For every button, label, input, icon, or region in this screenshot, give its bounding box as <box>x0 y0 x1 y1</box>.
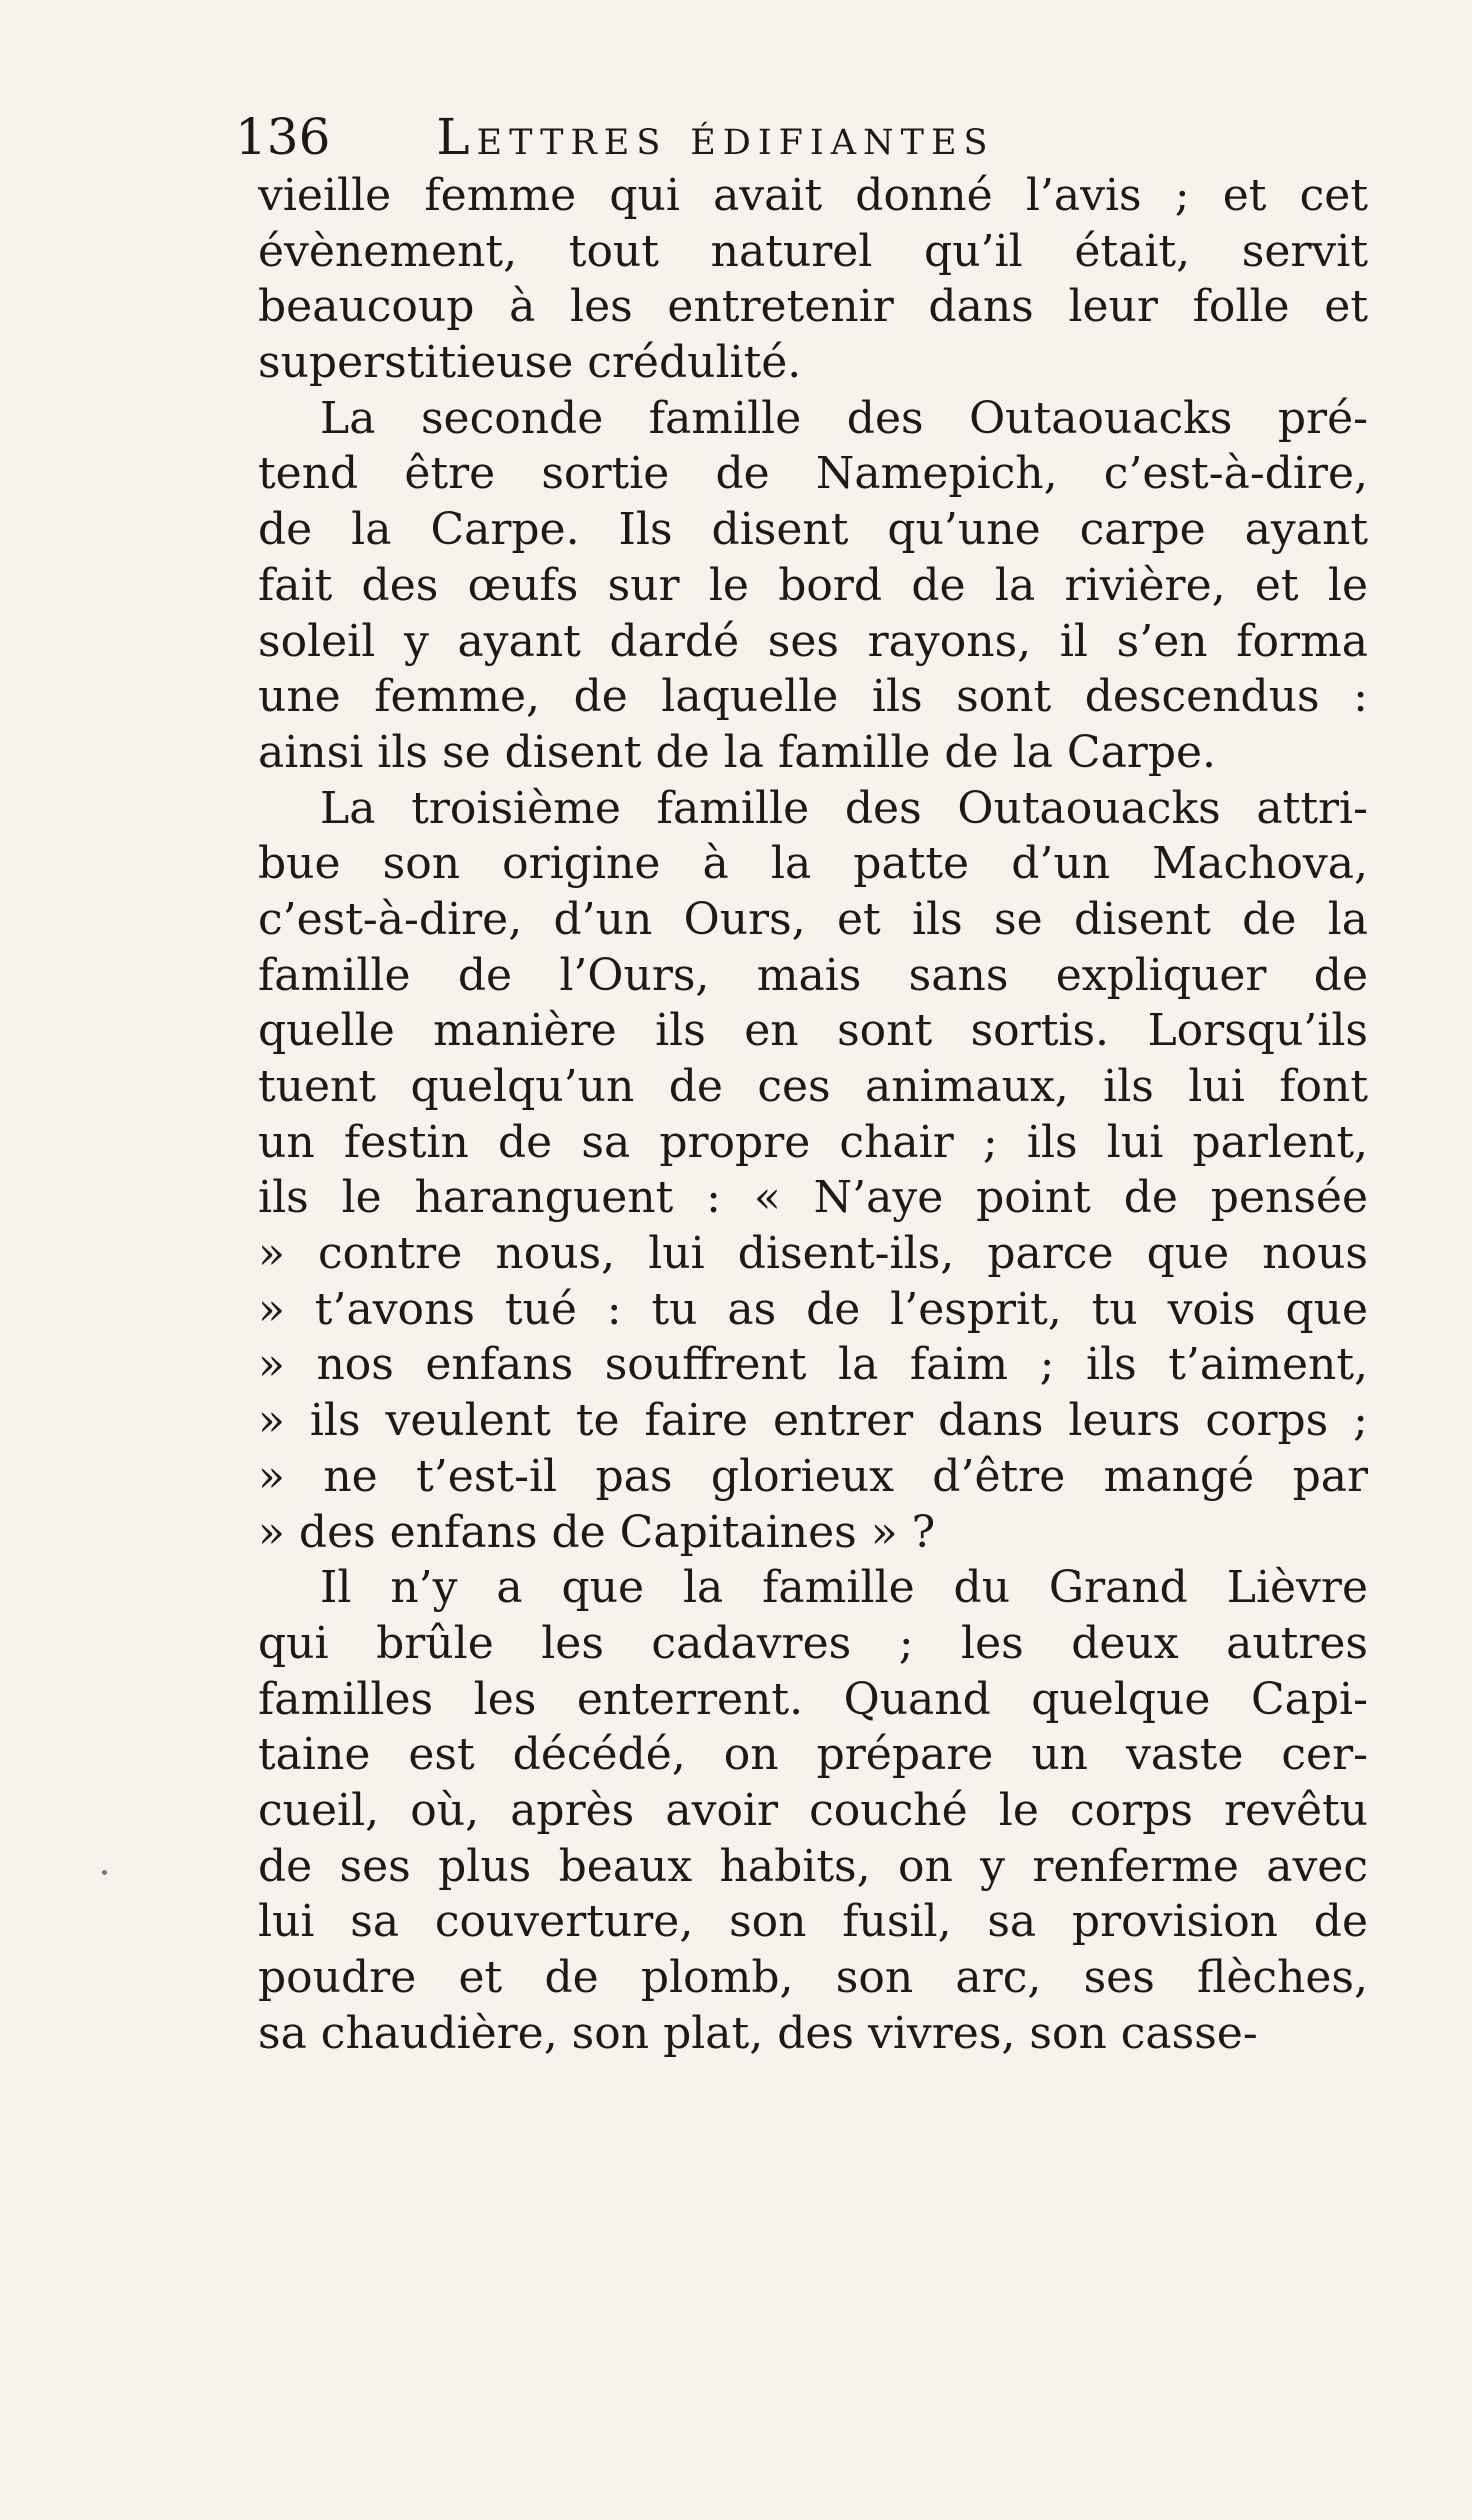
text-line: ils le haranguent : « N’aye point de pensée <box>258 1172 1368 1224</box>
text-line: La seconde famille des Outaouacks pré- <box>320 392 1368 444</box>
text-line: qui brûle les cadavres ; les deux autres <box>258 1617 1368 1669</box>
text-line: famille de l’Ours, mais sans expliquer de <box>258 949 1368 1001</box>
running-head <box>235 102 1365 172</box>
text-line: » contre nous, lui disent-ils, parce que nous <box>258 1228 1368 1280</box>
text-line: quelle manière ils en sont sortis. Lorsqu’ils <box>258 1005 1368 1057</box>
text-line: Il n’y a que la famille du Grand Lièvre <box>320 1562 1368 1614</box>
text-line: La troisième famille des Outaouacks attri- <box>320 782 1368 834</box>
text-line: fait des œufs sur le bord de la rivière, et le <box>258 559 1368 611</box>
text-line: ainsi ils se disent de la famille de la Carpe. <box>258 726 1217 778</box>
running-title: Lettres édifiantes <box>436 108 995 166</box>
text-line: » ils veulent te faire entrer dans leurs corps ; <box>258 1395 1368 1447</box>
text-line: une femme, de laquelle ils sont descendus : <box>258 671 1368 723</box>
text-line: de ses plus beaux habits, on y renferme avec <box>258 1840 1368 1892</box>
text-line: vieille femme qui avait donné l’avis ; et cet <box>258 170 1368 221</box>
text-line: » nos enfans souffrent la faim ; ils t’aiment, <box>258 1339 1368 1391</box>
page-text <box>258 168 1368 2061</box>
text-line: c’est-à-dire, d’un Ours, et ils se disent de la <box>258 893 1368 945</box>
text-line: familles les enterrent. Quand quelque Capi- <box>258 1673 1368 1725</box>
text-line: un festin de sa propre chair ; ils lui parlent, <box>258 1116 1368 1168</box>
text-line: » ne t’est-il pas glorieux d’être mangé par <box>258 1450 1368 1502</box>
text-line: » t’avons tué : tu as de l’esprit, tu vois que <box>258 1283 1368 1335</box>
text-line: beaucoup à les entretenir dans leur folle et <box>258 281 1368 333</box>
page-number: 136 <box>235 108 331 166</box>
text-line: sa chaudière, son plat, des vivres, son casse- <box>258 2007 1258 2059</box>
text-line: poudre et de plomb, son arc, ses flèches, <box>258 1952 1368 2003</box>
text-line: taine est décédé, on prépare un vaste cer- <box>258 1729 1368 1781</box>
text-line: bue son origine à la patte d’un Machova, <box>258 838 1368 890</box>
text-line: tend être sortie de Namepich, c’est-à-dire, <box>258 448 1368 500</box>
text-line: de la Carpe. Ils disent qu’une carpe ayant <box>258 504 1368 556</box>
text-line: superstitieuse crédulité. <box>258 337 802 389</box>
text-line: cueil, où, après avoir couché le corps revêtu <box>258 1784 1368 1836</box>
text-line: évènement, tout naturel qu’il était, servit <box>258 225 1368 277</box>
text-line: lui sa couverture, son fusil, sa provision de <box>258 1896 1368 1948</box>
text-line: soleil y ayant dardé ses rayons, il s’en forma <box>258 615 1368 667</box>
print-speck <box>102 1870 107 1875</box>
text-line: » des enfans de Capitaines » ? <box>258 1506 936 1558</box>
text-line: tuent quelqu’un de ces animaux, ils lui font <box>258 1061 1368 1112</box>
